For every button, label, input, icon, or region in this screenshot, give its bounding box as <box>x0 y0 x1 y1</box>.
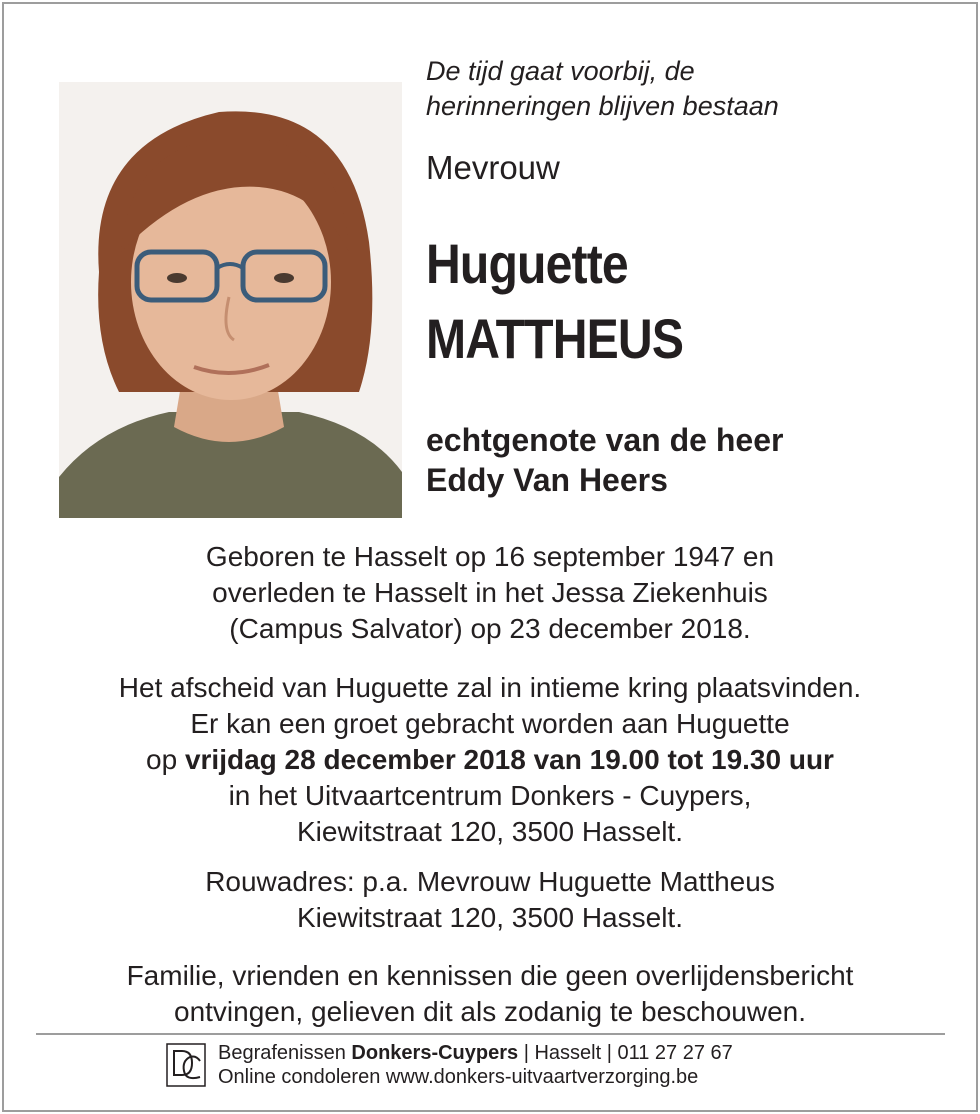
footer-divider <box>36 1033 945 1035</box>
text-line: Kiewitstraat 120, 3500 Hasselt. <box>297 816 683 847</box>
notice-block <box>40 958 940 1030</box>
text-line: Familie, vrienden en kennissen die geen overlijdensbericht <box>126 960 854 991</box>
text-line: Kiewitstraat 120, 3500 Hasselt. <box>297 902 683 933</box>
footer <box>166 1041 733 1089</box>
visit-prefix: op <box>146 744 185 775</box>
spouse-line: echtgenote van de heer <box>426 422 784 458</box>
visit-line <box>40 742 940 778</box>
footer-line-1 <box>218 1041 733 1065</box>
footer-company: Donkers-Cuypers <box>351 1042 519 1064</box>
spouse-line: Eddy Van Heers <box>426 462 668 498</box>
text-line: ontvingen, gelieven dit als zodanig te beschouwen. <box>174 996 806 1027</box>
text-line: Er kan een groet gebracht worden aan Huguette <box>190 708 790 739</box>
footer-prefix: Begrafenissen <box>218 1042 352 1064</box>
footer-text <box>218 1041 733 1089</box>
text-line: Het afscheid van Huguette zal in intieme kring plaatsvinden. <box>118 672 862 703</box>
first-name: Huguette <box>426 232 628 295</box>
farewell-block <box>40 670 940 850</box>
text-line: Geboren te Hasselt op 16 september 1947 en <box>205 541 775 572</box>
dc-monogram-logo <box>166 1043 206 1087</box>
birth-death-block <box>40 539 940 647</box>
quote-line: herinneringen blijven bestaan <box>426 91 779 121</box>
honorific: Mevrouw <box>426 149 560 186</box>
spouse-info <box>426 420 783 500</box>
text-line: overleden te Hasselt in het Jessa Ziekenhuis <box>212 577 768 608</box>
memorial-quote <box>426 54 779 124</box>
footer-line-2: Online condoleren www.donkers-uitvaartverzorging.be <box>218 1066 699 1088</box>
text-line: (Campus Salvator) op 23 december 2018. <box>229 613 751 644</box>
mourning-address <box>40 864 940 936</box>
deceased-name <box>426 226 683 376</box>
visit-date: vrijdag 28 december 2018 van 19.00 tot 19.30 uur <box>184 744 834 775</box>
text-line: in het Uitvaartcentrum Donkers - Cuypers, <box>228 780 752 811</box>
last-name: MATTHEUS <box>426 307 684 370</box>
portrait-photo <box>59 82 402 518</box>
text-line: Rouwadres: p.a. Mevrouw Huguette Mattheus <box>205 866 775 897</box>
footer-contact: | Hasselt | 011 27 27 67 <box>518 1042 733 1064</box>
quote-line: De tijd gaat voorbij, de <box>426 56 695 86</box>
